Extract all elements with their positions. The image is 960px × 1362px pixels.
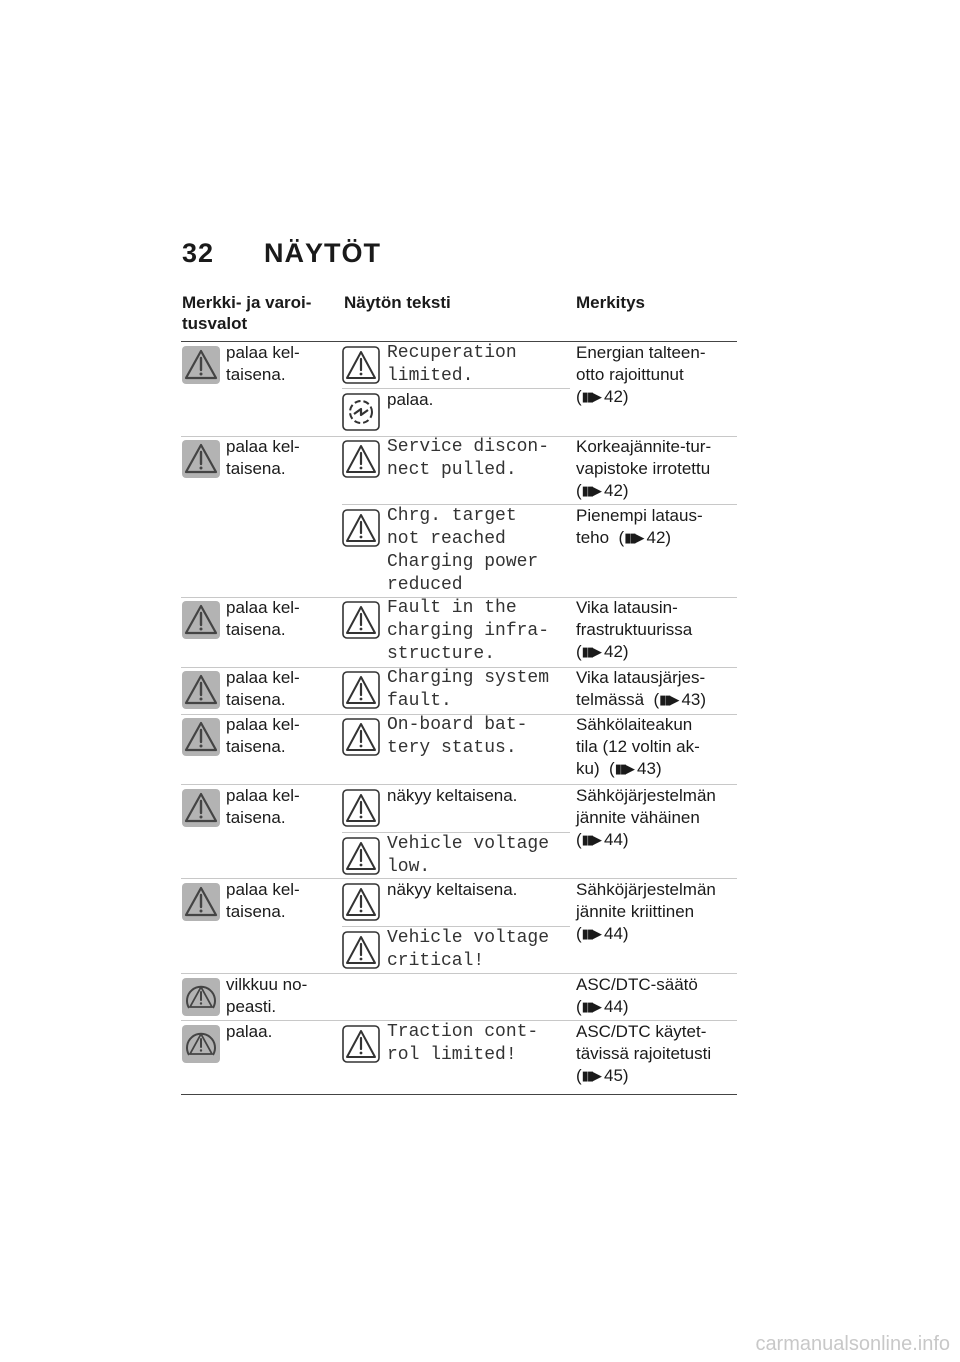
display-text: Vehicle voltage critical! (387, 928, 550, 971)
warning-triangle-icon (182, 671, 220, 709)
meaning-text: Korkeajännite-tur- vapistoke irrotettu (▮▮▶ 42) (576, 437, 712, 500)
warning-triangle-icon (182, 346, 220, 384)
display-text: Recuperation limited. (387, 343, 517, 386)
display-text: palaa. (387, 390, 434, 409)
table-bottom-rule (181, 1094, 737, 1095)
warning-triangle-icon (342, 837, 380, 875)
display-text: näkyy keltaisena. (387, 786, 518, 805)
warning-triangle-icon (182, 440, 220, 478)
reference-arrow-icon: ▮▮▶ (581, 1068, 600, 1083)
warning-triangle-icon (182, 601, 220, 639)
watermark: carmanualsonline.info (755, 1333, 950, 1355)
symbol-text: palaa kel- taisena. (226, 715, 300, 756)
meaning-text: Vika latausin- frastruktuurissa (▮▮▶ 42) (576, 598, 693, 661)
meaning-text: Energian talteen- otto rajoittunut (▮▮▶ 42) (576, 343, 706, 406)
page-number: 32 (182, 238, 215, 268)
meaning-text: Sähkölaiteakun tila (12 voltin ak- ku) (▮▮▶ 43) (576, 715, 700, 778)
reference-arrow-icon: ▮▮▶ (581, 832, 600, 847)
recuperation-icon (342, 393, 380, 431)
warning-triangle-icon (342, 931, 380, 969)
warning-triangle-icon (342, 718, 380, 756)
meaning-text: Sähköjärjestelmän jännite vähäinen (▮▮▶ 44) (576, 786, 716, 849)
reference-arrow-icon: ▮▮▶ (581, 389, 600, 404)
column-header-symbol: Merkki- ja varoi- tusvalot (182, 293, 312, 333)
row-divider (342, 388, 570, 389)
meaning-text: ASC/DTC käytet- tävissä rajoitetusti (▮▮▶ 45) (576, 1022, 712, 1085)
meaning-text: ASC/DTC-säätö (▮▮▶ 44) (576, 975, 698, 1016)
column-header-display: Näytön teksti (344, 293, 451, 312)
symbol-text: palaa kel- taisena. (226, 668, 300, 709)
reference-arrow-icon: ▮▮▶ (659, 692, 678, 707)
symbol-text: palaa. (226, 1022, 273, 1041)
meaning-text: Vika latausjärjes- telmässä (▮▮▶ 43) (576, 668, 707, 709)
warning-triangle-icon (182, 883, 220, 921)
warning-triangle-icon (182, 718, 220, 756)
warning-triangle-icon (342, 601, 380, 639)
meaning-text: Pienempi lataus- teho (▮▮▶ 42) (576, 506, 703, 547)
reference-arrow-icon: ▮▮▶ (581, 999, 600, 1014)
display-text: näkyy keltaisena. (387, 880, 518, 899)
display-text: Charging system fault. (387, 668, 550, 711)
traction-control-icon (182, 1025, 220, 1063)
reference-arrow-icon: ▮▮▶ (581, 926, 600, 941)
reference-arrow-icon: ▮▮▶ (614, 761, 634, 776)
symbol-text: palaa kel- taisena. (226, 437, 300, 478)
page-header (182, 238, 381, 269)
warning-triangle-icon (342, 789, 380, 827)
display-text: Vehicle voltage low. (387, 834, 550, 877)
reference-arrow-icon: ▮▮▶ (581, 644, 600, 659)
display-text: On-board bat- tery status. (387, 715, 528, 758)
page-title: NÄYTÖT (264, 238, 381, 268)
reference-arrow-icon: ▮▮▶ (581, 483, 600, 498)
warning-triangle-icon (342, 1025, 380, 1063)
reference-arrow-icon: ▮▮▶ (624, 530, 643, 545)
warning-triangle-icon (342, 440, 380, 478)
warning-triangle-icon (342, 509, 380, 547)
display-text: Chrg. target not reached Charging power reduced (387, 506, 539, 595)
warning-triangle-icon (182, 789, 220, 827)
symbol-text: palaa kel- taisena. (226, 880, 300, 921)
symbol-text: palaa kel- taisena. (226, 786, 300, 827)
warning-triangle-icon (342, 671, 380, 709)
symbol-text: palaa kel- taisena. (226, 598, 300, 639)
meaning-text: Sähköjärjestelmän jännite kriittinen (▮▮▶ 44) (576, 880, 716, 943)
traction-control-icon (182, 978, 220, 1016)
display-text: Traction cont- rol limited! (387, 1022, 539, 1065)
warning-triangle-icon (342, 883, 380, 921)
column-header-meaning: Merkitys (576, 293, 645, 312)
display-text: Fault in the charging infra- structure. (387, 598, 550, 664)
display-text: Service discon- nect pulled. (387, 437, 550, 480)
symbol-text: vilkkuu no- peasti. (226, 975, 308, 1016)
warning-triangle-icon (342, 346, 380, 384)
symbol-text: palaa kel- taisena. (226, 343, 300, 384)
